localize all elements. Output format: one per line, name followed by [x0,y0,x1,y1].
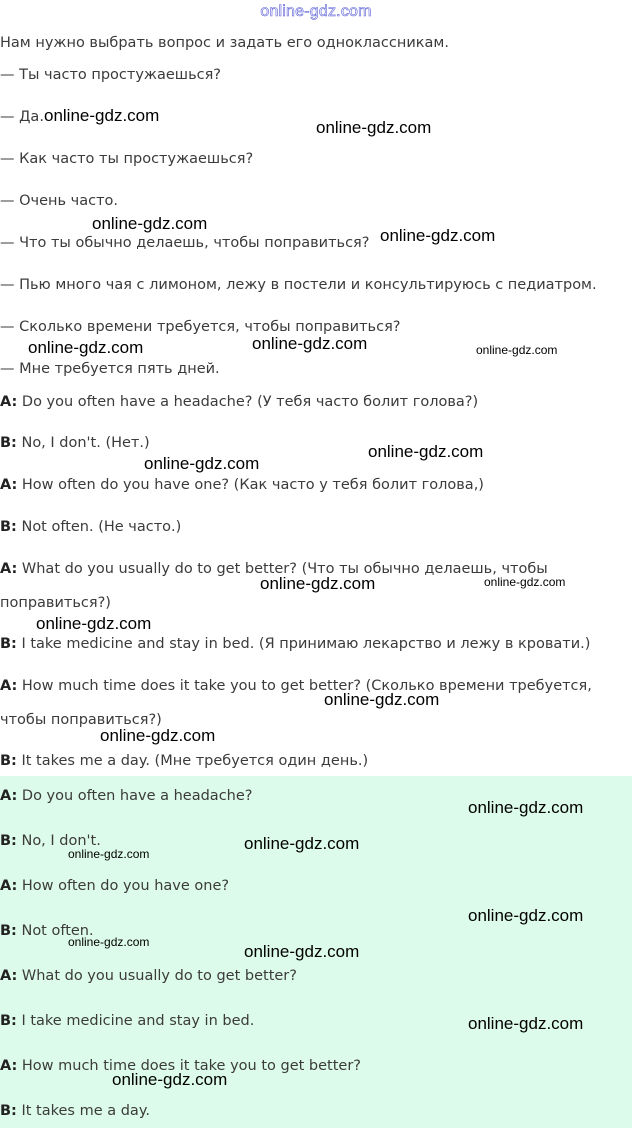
watermark: online-gdz.com [244,834,360,853]
watermark: online-gdz.com [112,1070,228,1089]
watermark: online-gdz.com [324,690,440,709]
translated-line [0,635,590,653]
dialogue-text: No, I don't. [21,833,101,849]
speaker-label: A: [0,678,18,694]
translated-line-continued: чтобы поправиться?) [0,712,162,728]
dialogue-text: How much time does it take you to get better? [21,1058,361,1074]
watermark: online-gdz.com [244,942,360,961]
translated-line [0,476,484,494]
russian-line: — Как часто ты простужаешься? [0,151,254,167]
dialogue-text: It takes me a day. [21,1103,150,1119]
dialogue-text: Not often. [21,923,94,939]
translated-line [0,677,592,695]
english-line [0,787,252,805]
watermark: online-gdz.com [380,226,496,245]
speaker-label: B: [0,1013,17,1029]
watermark: online-gdz.com [68,847,150,861]
russian-line: — Мне требуется пять дней. [0,361,220,377]
watermark: online-gdz.com [468,906,584,925]
watermark: online-gdz.com [260,574,376,593]
speaker-label: B: [0,923,17,939]
translated-line [0,434,150,452]
speaker-label: B: [0,435,17,451]
watermark: online-gdz.com [468,1014,584,1033]
speaker-label: B: [0,753,17,769]
translated-line [0,393,478,411]
site-header [0,0,632,24]
dialogue-text: It takes me a day. (Мне требуется один день.) [21,753,369,769]
dialogue-text: How often do you have one? (Как часто у тебя болит голова,) [21,477,484,493]
dialogue-text: Do you often have a headache? (У тебя часто болит голова?) [21,394,479,410]
dialogue-text: What do you usually do to get better? (Что ты обычно делаешь, чтобы [21,561,548,577]
watermark: online-gdz.com [252,334,368,353]
translated-line-continued: поправиться?) [0,595,111,611]
dialogue-text: I take medicine and stay in bed. (Я принимаю лекарство и лежу в кровати.) [21,636,591,652]
speaker-label: B: [0,1103,17,1119]
translated-line [0,518,181,536]
watermark: online-gdz.com [316,118,432,137]
english-line [0,1012,254,1030]
intro-text: Нам нужно выбрать вопрос и задать его одноклассникам. [0,35,449,51]
speaker-label: A: [0,1058,18,1074]
dialogue-text: Do you often have a headache? [21,788,253,804]
watermark: online-gdz.com [28,338,144,357]
russian-line: — Ты часто простужаешься? [0,67,222,83]
speaker-label: B: [0,636,17,652]
english-line [0,1102,150,1120]
dialogue-text: How much time does it take you to get better? (Сколько времени требуется, [21,678,592,694]
russian-line: — Да. [0,109,44,125]
translated-line [0,752,368,770]
speaker-label: A: [0,788,18,804]
speaker-label: A: [0,477,18,493]
dialogue-text: I take medicine and stay in bed. [21,1013,255,1029]
watermark: online-gdz.com [484,575,566,589]
dialogue-text: No, I don't. (Нет.) [21,435,150,451]
watermark: online-gdz.com [368,442,484,461]
dialogue-text: How often do you have one? [21,878,230,894]
dialogue-text: Not often. (Не часто.) [21,519,182,535]
english-line [0,967,297,985]
watermark: online-gdz.com [36,614,152,633]
russian-line: — Очень часто. [0,193,118,209]
english-line [0,877,229,895]
speaker-label: B: [0,833,17,849]
speaker-label: A: [0,878,18,894]
site-header-text: online-gdz.com [260,3,372,20]
watermark: online-gdz.com [476,343,558,357]
watermark: online-gdz.com [144,454,260,473]
speaker-label: A: [0,561,18,577]
watermark: online-gdz.com [44,106,160,125]
russian-line: — Что ты обычно делаешь, чтобы поправиться? [0,235,370,251]
speaker-label: A: [0,968,18,984]
russian-line: — Пью много чая с лимоном, лежу в постели и консультируюсь с педиатром. [0,277,597,293]
watermark: online-gdz.com [468,798,584,817]
dialogue-text: What do you usually do to get better? [21,968,297,984]
watermark: online-gdz.com [92,214,208,233]
speaker-label: A: [0,394,18,410]
watermark: online-gdz.com [100,726,216,745]
watermark: online-gdz.com [68,935,150,949]
russian-line: — Сколько времени требуется, чтобы поправиться? [0,319,401,335]
speaker-label: B: [0,519,17,535]
